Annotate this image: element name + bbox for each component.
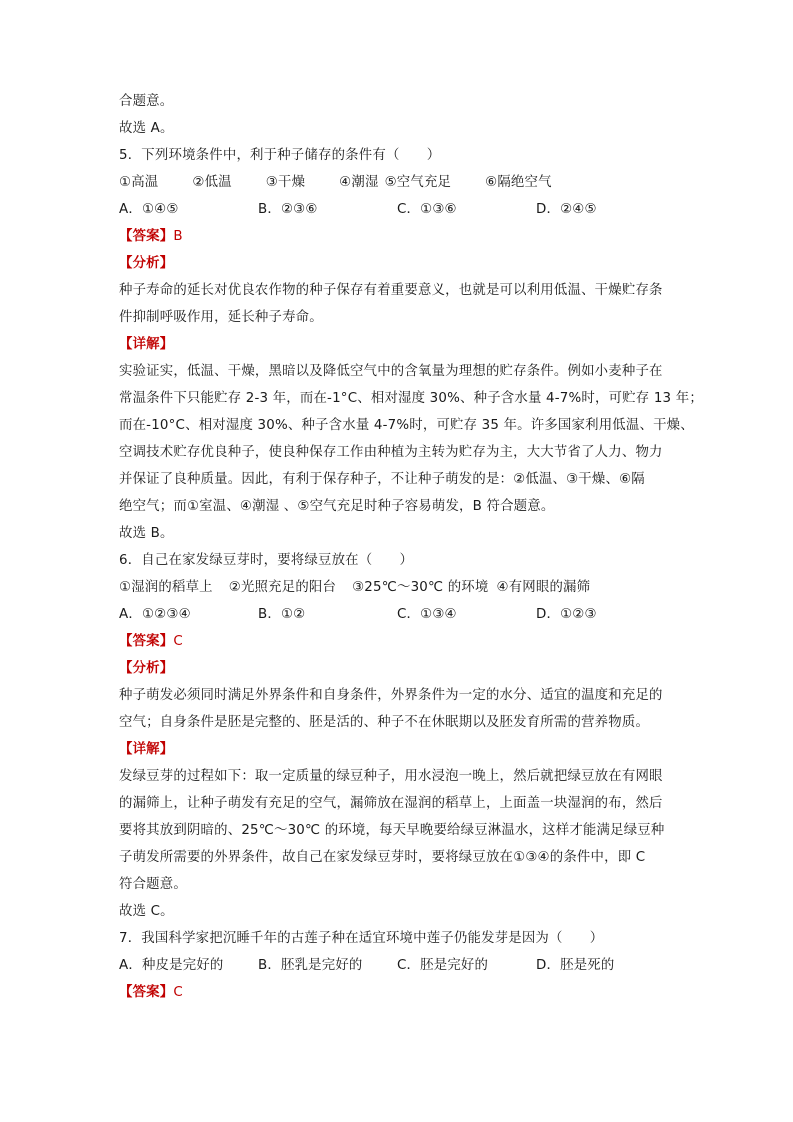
item-2: ②低温 [192,175,232,190]
item-1: ①湿润的稻草上 [119,580,213,595]
analysis-label: 【分析】 [119,661,174,676]
answer-label: 【答案】 [119,634,174,649]
text-line: 发绿豆芽的过程如下：取一定质量的绿豆种子，用水浸泡一晚上，然后就把绿豆放在有网眼 [119,769,663,784]
text-line: 的漏筛上，让种子萌发有充足的空气，漏筛放在湿润的稻草上，上面盖一块湿润的布，然后 [119,796,663,811]
item-3: ③干燥 [265,175,306,190]
choice-b: B．②③⑥ [258,202,318,217]
text-line: 故选 C。 [119,904,174,919]
text-line: 件抑制呼吸作用，延长种子寿命。 [119,310,323,325]
choices-q7 [119,956,614,976]
choices-q5 [119,200,597,220]
choice-c: C．①③⑥ [397,202,457,217]
text-line: 合题意。 [119,94,174,109]
text-line: 子萌发所需要的外界条件，故自己在家发绿豆芽时，要将绿豆放在①③④的条件中，即 C [119,850,646,865]
text-line: 常温条件下只能贮存 2-3 年，而在-1°C、相对湿度 30%、种子含水量 4-7%时，可贮存 13 年； [119,391,703,406]
text-line: 而在-10°C、相对湿度 30%、种子含水量 4-7%时，可贮存 35 年。许多国家利用低温、干燥、 [119,418,694,433]
text-line: 空调技术贮存优良种子，使良种保存工作由种植为主转为贮存为主，大大节省了人力、物力 [119,445,663,460]
answer-value: B [173,229,183,244]
answer-label: 【答案】 [119,229,174,244]
choice-c: C．①③④ [397,607,457,622]
item-6: ⑥隔绝空气 [485,175,552,190]
item-2: ②光照充足的阳台 [228,580,337,595]
item-4: ④潮湿 [339,175,379,190]
choice-d: D．胚是死的 [536,958,615,973]
choices-q6 [119,605,597,625]
answer-q6 [119,632,183,652]
analysis-label: 【分析】 [119,256,174,271]
answer-value: C [173,634,183,649]
answer-q7 [119,983,183,1003]
text-line: 绝空气；而①室温、④潮湿 、⑤空气充足时种子容易萌发，B 符合题意。 [119,499,555,514]
text-line: 符合题意。 [119,877,187,892]
explanation-label: 【详解】 [119,337,174,352]
choice-d: D．①②③ [536,607,597,622]
choice-b: B．胚乳是完好的 [258,958,363,973]
condition-items [119,578,590,598]
choice-a: A．种皮是完好的 [119,958,224,973]
question-5: 5．下列环境条件中，利于种子储存的条件有（ ） [119,148,441,163]
text-line: 并保证了良种质量。因此，有利于保存种子，不让种子萌发的是：②低温、③干燥、⑥隔 [119,472,645,487]
condition-items [119,173,552,193]
item-4: ④有网眼的漏筛 [496,580,591,595]
text-line: 故选 A。 [119,121,174,136]
item-3: ③25℃～30℃ 的环境 [352,580,489,595]
text-line: 故选 B。 [119,526,174,541]
item-1: ①高温 [119,175,159,190]
choice-d: D．②④⑤ [536,202,597,217]
answer-q5 [119,227,183,247]
question-6: 6．自己在家发绿豆芽时，要将绿豆放在（ ） [119,553,414,568]
explanation-label: 【详解】 [119,742,174,757]
question-7: 7．我国科学家把沉睡千年的古莲子种在适宜环境中莲子仍能发芽是因为（ ） [119,931,604,946]
answer-label: 【答案】 [119,985,174,1000]
text-line: 空气；自身条件是胚是完整的、胚是活的、种子不在休眠期以及胚发育所需的营养物质。 [119,715,650,730]
choice-a: A．①④⑤ [119,202,179,217]
text-line: 种子寿命的延长对优良农作物的种子保存有着重要意义，也就是可以利用低温、干燥贮存条 [119,283,663,298]
text-line: 要将其放到阴暗的、25℃～30℃ 的环境，每天早晚要给绿豆淋温水，这样才能满足绿豆种 [119,823,665,838]
text-line: 实验证实，低温、干燥，黑暗以及降低空气中的含氧量为理想的贮存条件。例如小麦种子在 [119,364,663,379]
item-5: ⑤空气充足 [384,175,452,190]
choice-b: B．①② [258,607,306,622]
answer-value: C [173,985,183,1000]
text-line: 种子萌发必须同时满足外界条件和自身条件，外界条件为一定的水分、适宜的温度和充足的 [119,688,663,703]
choice-a: A．①②③④ [119,607,191,622]
choice-c: C．胚是完好的 [397,958,489,973]
